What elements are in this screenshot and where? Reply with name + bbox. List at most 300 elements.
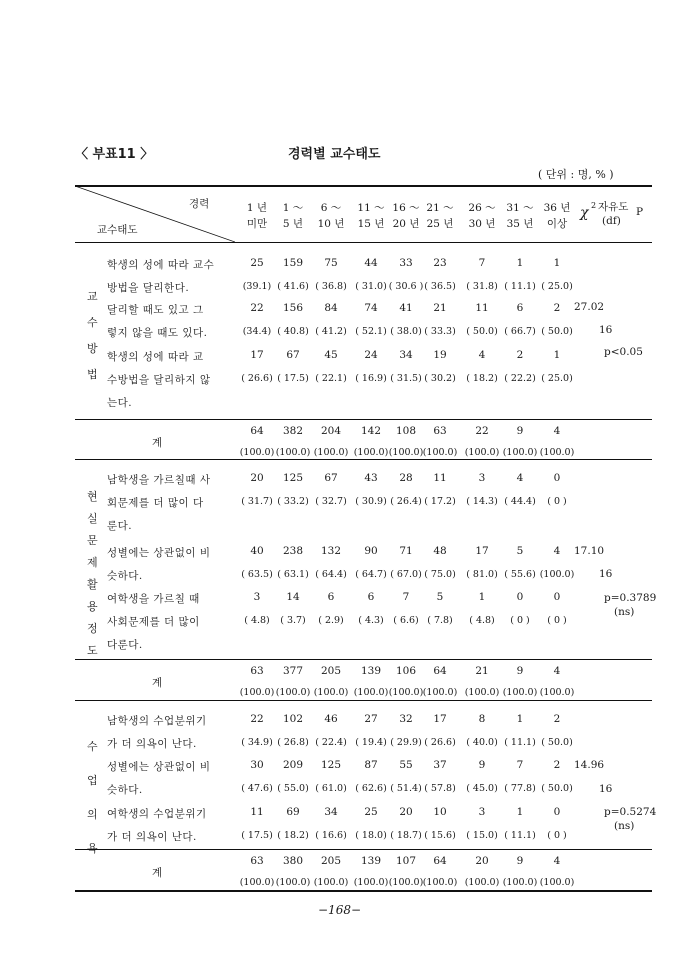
total-count-cell: 106 [395,665,417,677]
row-label: 사회문제를 더 많이 [107,616,200,628]
category-label-char: 문 [87,534,98,547]
count-cell: 34 [324,806,338,818]
count-cell: 22 [250,302,264,314]
row-label: 수방법을 달리하지 않 [107,374,211,386]
count-cell: 69 [286,806,300,818]
percent-cell: ( 32.7) [315,496,347,507]
count-cell: 25 [364,806,378,818]
header-experience-line2: 미만 [246,218,268,230]
row-label: 렇지 않을 때도 있다. [107,327,208,339]
count-cell: 11 [433,472,447,484]
count-cell: 6 [327,591,335,603]
percent-cell: ( 4.3) [358,615,384,626]
total-percent-cell: (100.0) [502,687,538,698]
df-value: 16 [599,568,613,580]
percent-cell: ( 2.9) [318,615,344,626]
count-cell: 1 [516,806,524,818]
percent-cell: (100.0) [539,569,575,580]
count-cell: 1 [553,257,561,269]
percent-cell: ( 50.0) [541,783,573,794]
percent-cell: ( 17.2) [424,496,456,507]
header-experience-line1: 6 ～ [320,202,342,214]
total-label: 계 [152,867,163,879]
total-percent-cell: (100.0) [422,687,458,698]
p-value: p=0.3789 [604,592,657,604]
total-percent-cell: (100.0) [464,687,500,698]
count-cell: 20 [399,806,413,818]
percent-cell: ( 47.6) [241,783,273,794]
percent-cell: ( 19.4) [355,737,387,748]
row-label: 방법을 달리한다. [107,282,190,294]
row-label: 다룬다. [107,639,143,651]
count-cell: 8 [478,713,486,725]
total-percent-cell: (100.0) [502,447,538,458]
count-cell: 30 [250,759,264,771]
count-cell: 48 [433,545,447,557]
count-cell: 6 [367,591,375,603]
count-cell: 7 [402,591,410,603]
total-count-cell: 9 [516,855,524,867]
count-cell: 33 [399,257,413,269]
row-label: 슷하다. [107,570,143,582]
count-cell: 71 [399,545,413,557]
header-experience-line2: 이상 [546,218,568,230]
percent-cell: ( 4.8) [244,615,270,626]
total-count-cell: 9 [516,425,524,437]
percent-cell: ( 31.5) [390,373,422,384]
category-label-char: 실 [87,512,98,525]
total-percent-cell: (100.0) [388,447,424,458]
count-cell: 20 [250,472,264,484]
chi-square-value: 27.02 [574,301,605,313]
row-label: 성별에는 상관없이 비 [107,761,211,773]
percent-cell: ( 61.0) [315,783,347,794]
header-experience-line2: 5 년 [282,218,304,230]
header-experience-line2: 25 년 [426,218,454,230]
percent-cell: ( 15.0) [466,830,498,841]
percent-cell: ( 0 ) [547,496,567,507]
count-cell: 102 [282,713,304,725]
percent-cell: ( 50.0) [541,737,573,748]
total-label: 계 [152,437,163,449]
category-label-char: 제 [87,556,98,569]
percent-cell: ( 81.0) [466,569,498,580]
count-cell: 37 [433,759,447,771]
total-count-cell: 4 [553,665,561,677]
count-cell: 6 [516,302,524,314]
category-label-char: 수 [87,316,98,329]
count-cell: 2 [516,349,524,361]
percent-cell: ( 22.4) [315,737,347,748]
count-cell: 0 [553,472,561,484]
total-count-cell: 139 [360,665,382,677]
row-label: 여학생의 수업분위기 [107,808,207,820]
percent-cell: ( 40.8) [277,326,309,337]
count-cell: 4 [553,545,561,557]
count-cell: 2 [553,759,561,771]
row-label: 남학생의 수업분위기 [107,715,207,727]
count-cell: 238 [282,545,304,557]
percent-cell: ( 22.1) [315,373,347,384]
count-cell: 22 [250,713,264,725]
total-top-rule [75,419,652,420]
header-chi-square: χ [580,205,589,221]
count-cell: 17 [250,349,264,361]
header-experience-line1: 11 ～ [357,202,385,214]
percent-cell: ( 0 ) [510,615,530,626]
count-cell: 75 [324,257,338,269]
percent-cell: ( 16.9) [355,373,387,384]
total-percent-cell: (100.0) [539,447,575,458]
df-value: 16 [599,783,613,795]
row-label: 여학생을 가르칠 때 [107,593,200,605]
count-cell: 74 [364,302,378,314]
percent-cell: ( 41.2) [315,326,347,337]
percent-cell: ( 63.5) [241,569,273,580]
header-experience-line1: 36 년 [543,202,571,214]
df-value: 16 [599,324,613,336]
percent-cell: ( 18.7) [390,830,422,841]
count-cell: 44 [364,257,378,269]
total-count-cell: 205 [320,855,342,867]
percent-cell: ( 29.9) [390,737,422,748]
percent-cell: ( 3.7) [280,615,306,626]
percent-cell: ( 25.0) [541,281,573,292]
percent-cell: ( 0 ) [547,830,567,841]
count-cell: 40 [250,545,264,557]
count-cell: 25 [250,257,264,269]
header-experience-line1: 31 ～ [506,202,534,214]
row-label: 회문제를 더 많이 다 [107,497,204,509]
total-count-cell: 9 [516,665,524,677]
percent-cell: ( 55.0) [277,783,309,794]
count-cell: 159 [282,257,304,269]
total-count-cell: 63 [433,425,447,437]
page-title: 경력별 교수태도 [288,147,381,162]
row-label: 달리할 때도 있고 그 [107,304,204,316]
row-label: 는다. [107,397,133,409]
percent-cell: ( 52.1) [355,326,387,337]
count-cell: 17 [433,713,447,725]
count-cell: 3 [478,806,486,818]
header-corner-attitude: 교수태도 [97,224,138,236]
count-cell: 156 [282,302,304,314]
count-cell: 1 [516,713,524,725]
count-cell: 125 [282,472,304,484]
total-percent-cell: (100.0) [502,877,538,888]
header-experience-line2: 20 년 [392,218,420,230]
percent-cell: ( 25.0) [541,373,573,384]
percent-cell: ( 31.8) [466,281,498,292]
percent-cell: ( 55.6) [504,569,536,580]
count-cell: 19 [433,349,447,361]
count-cell: 1 [478,591,486,603]
count-cell: 4 [478,349,486,361]
count-cell: 43 [364,472,378,484]
header-experience-line1: 16 ～ [392,202,420,214]
chi-square-value: 14.96 [574,759,605,771]
row-label: 가 더 의욕이 난다. [107,738,197,750]
total-count-cell: 142 [360,425,382,437]
percent-cell: ( 50.0) [541,326,573,337]
total-percent-cell: (100.0) [388,687,424,698]
total-percent-cell: (100.0) [353,447,389,458]
total-count-cell: 63 [250,665,264,677]
row-label: 성별에는 상관없이 비 [107,547,211,559]
total-percent-cell: (100.0) [422,877,458,888]
percent-cell: ( 64.7) [355,569,387,580]
total-percent-cell: (100.0) [313,447,349,458]
percent-cell: ( 11.1) [504,830,536,841]
percent-cell: ( 36.8) [315,281,347,292]
total-percent-cell: (100.0) [239,687,275,698]
count-cell: 4 [516,472,524,484]
total-count-cell: 64 [250,425,264,437]
percent-cell: ( 64.4) [315,569,347,580]
count-cell: 5 [436,591,444,603]
percent-cell: ( 51.4) [390,783,422,794]
category-label-char: 방 [87,342,98,355]
total-percent-cell: (100.0) [353,687,389,698]
count-cell: 0 [553,591,561,603]
count-cell: 32 [399,713,413,725]
total-percent-cell: (100.0) [275,447,311,458]
percent-cell: ( 41.6) [277,281,309,292]
section-bottom-rule [75,459,652,460]
count-cell: 67 [286,349,300,361]
percent-cell: ( 57.8) [424,783,456,794]
total-percent-cell: (100.0) [464,877,500,888]
count-cell: 0 [553,806,561,818]
percent-cell: ( 4.8) [469,615,495,626]
percent-cell: (34.4) [242,326,272,337]
count-cell: 3 [478,472,486,484]
total-percent-cell: (100.0) [539,877,575,888]
category-label-char [87,840,98,856]
total-count-cell: 107 [395,855,417,867]
category-label-char: 교 [87,290,98,303]
count-cell: 7 [478,257,486,269]
count-cell: 0 [516,591,524,603]
percent-cell: ( 17.5) [241,830,273,841]
count-cell: 2 [553,302,561,314]
header-experience-line2: 30 년 [468,218,496,230]
page-number: −168− [318,903,362,917]
count-cell: 14 [286,591,300,603]
percent-cell: ( 31.0) [355,281,387,292]
total-count-cell: 20 [475,855,489,867]
category-label-char: 활 [87,578,98,591]
category-separator [100,460,101,659]
header-experience-line1: 1 년 [246,202,268,214]
count-cell: 28 [399,472,413,484]
category-label-char: 업 [87,774,98,787]
p-note: (ns) [614,606,635,618]
count-cell: 3 [253,591,261,603]
total-label: 계 [152,677,163,689]
count-cell: 90 [364,545,378,557]
count-cell: 209 [282,759,304,771]
count-cell: 45 [324,349,338,361]
total-percent-cell: (100.0) [239,447,275,458]
category-label-char: 현 [87,490,98,503]
percent-cell: ( 63.1) [277,569,309,580]
total-percent-cell: (100.0) [313,877,349,888]
percent-cell: ( 75.0) [424,569,456,580]
unit-note: ( 단위 : 명, % ) [538,168,614,181]
p-value: p<0.05 [604,346,643,358]
count-cell: 125 [320,759,342,771]
total-count-cell: 108 [395,425,417,437]
percent-cell: ( 6.6) [393,615,419,626]
count-cell: 1 [553,349,561,361]
total-top-rule [75,659,652,660]
row-label: 학생의 성에 따라 교 [107,351,204,363]
percent-cell: ( 77.8) [504,783,536,794]
count-cell: 27 [364,713,378,725]
percent-cell: ( 34.9) [241,737,273,748]
total-count-cell: 21 [475,665,489,677]
row-label: 학생의 성에 따라 교수 [107,259,215,271]
category-separator [100,701,101,849]
total-percent-cell: (100.0) [313,687,349,698]
percent-cell: ( 30.9) [355,496,387,507]
percent-cell: ( 33.2) [277,496,309,507]
category-separator [100,242,101,419]
count-cell: 5 [516,545,524,557]
total-percent-cell: (100.0) [239,877,275,888]
total-count-cell: 64 [433,665,447,677]
percent-cell: (39.1) [242,281,272,292]
percent-cell: ( 22.2) [504,373,536,384]
header-experience-line2: 35 년 [506,218,534,230]
percent-cell: ( 18.0) [355,830,387,841]
p-note: (ns) [614,820,635,832]
total-count-cell: 204 [320,425,342,437]
total-percent-cell: (100.0) [422,447,458,458]
count-cell: 2 [553,713,561,725]
count-cell: 23 [433,257,447,269]
category-label-char: 정 [87,622,98,635]
table-number: 〈 부표11 〉 [75,147,154,162]
row-label: 가 더 의욕이 난다. [107,831,197,843]
count-cell: 17 [475,545,489,557]
percent-cell: ( 45.0) [466,783,498,794]
header-experience-line1: 26 ～ [468,202,496,214]
percent-cell: ( 30.6 ) [388,281,424,292]
percent-cell: ( 62.6) [355,783,387,794]
table-bottom-rule [75,890,652,892]
total-count-cell: 377 [282,665,304,677]
count-cell: 11 [250,806,264,818]
percent-cell: ( 11.1) [504,737,536,748]
chi-square-value: 17.10 [574,545,605,557]
header-chi-square-sup: 2 [591,201,597,210]
count-cell: 9 [478,759,486,771]
total-top-rule [75,849,652,850]
percent-cell: ( 0 ) [547,615,567,626]
total-count-cell: 4 [553,425,561,437]
total-count-cell: 205 [320,665,342,677]
percent-cell: ( 33.3) [424,326,456,337]
category-label-char: 수 [87,740,98,753]
header-corner-experience: 경력 [189,198,210,210]
total-count-cell: 63 [250,855,264,867]
percent-cell: ( 11.1) [504,281,536,292]
count-cell: 34 [399,349,413,361]
total-percent-cell: (100.0) [275,687,311,698]
row-label: 슷하다. [107,784,143,796]
total-count-cell: 139 [360,855,382,867]
category-label-char: 용 [87,600,98,613]
header-experience-line2: 15 년 [357,218,385,230]
total-count-cell: 380 [282,855,304,867]
total-count-cell: 64 [433,855,447,867]
percent-cell: ( 14.3) [466,496,498,507]
percent-cell: ( 50.0) [466,326,498,337]
header-df-bottom: (df) [602,215,621,227]
count-cell: 24 [364,349,378,361]
header-bottom-rule [75,242,652,243]
count-cell: 132 [320,545,342,557]
category-label-char: 법 [87,368,98,381]
percent-cell: ( 26.6) [241,373,273,384]
percent-cell: ( 44.4) [504,496,536,507]
percent-cell: ( 40.0) [466,737,498,748]
count-cell: 10 [433,806,447,818]
total-count-cell: 4 [553,855,561,867]
total-percent-cell: (100.0) [275,877,311,888]
count-cell: 84 [324,302,338,314]
percent-cell: ( 26.6) [424,737,456,748]
percent-cell: ( 66.7) [504,326,536,337]
total-count-cell: 382 [282,425,304,437]
count-cell: 11 [475,302,489,314]
percent-cell: ( 16.6) [315,830,347,841]
row-label: 남학생을 가르칠때 사 [107,474,211,486]
percent-cell: ( 26.4) [390,496,422,507]
percent-cell: ( 17.5) [277,373,309,384]
count-cell: 1 [516,257,524,269]
count-cell: 55 [399,759,413,771]
total-percent-cell: (100.0) [388,877,424,888]
percent-cell: ( 36.5) [424,281,456,292]
count-cell: 87 [364,759,378,771]
count-cell: 46 [324,713,338,725]
percent-cell: ( 38.0) [390,326,422,337]
total-percent-cell: (100.0) [353,877,389,888]
percent-cell: ( 18.2) [277,830,309,841]
header-p: P [636,206,644,218]
header-df-top: 자유도 [598,201,629,213]
percent-cell: ( 7.8) [427,615,453,626]
percent-cell: ( 67.0) [390,569,422,580]
category-label-char: 의 [87,808,98,821]
header-experience-line1: 21 ～ [426,202,454,214]
percent-cell: ( 30.2) [424,373,456,384]
percent-cell: ( 26.8) [277,737,309,748]
count-cell: 41 [399,302,413,314]
total-percent-cell: (100.0) [539,687,575,698]
count-cell: 67 [324,472,338,484]
section-bottom-rule [75,700,652,701]
header-experience-line2: 10 년 [317,218,345,230]
total-count-cell: 22 [475,425,489,437]
count-cell: 21 [433,302,447,314]
category-label-char: 도 [87,644,98,657]
row-label: 룬다. [107,520,133,532]
percent-cell: ( 18.2) [466,373,498,384]
